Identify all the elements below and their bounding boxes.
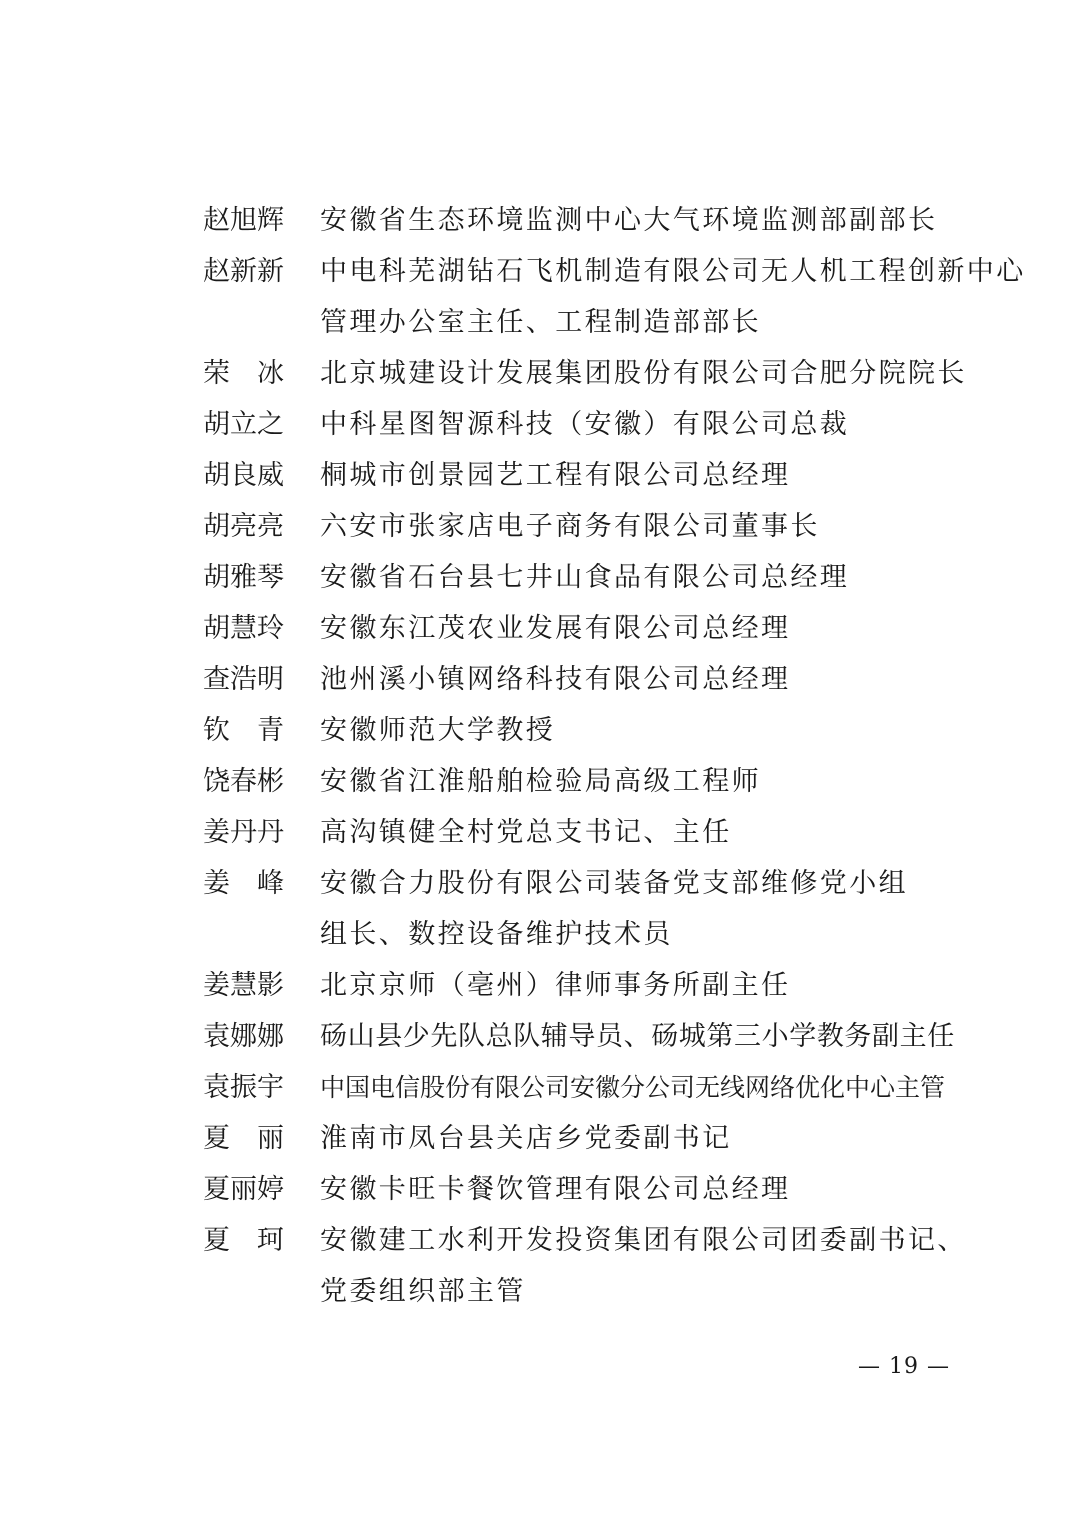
- list-item: [203, 195, 963, 246]
- position-line: 高沟镇健全村党总支书记、主任: [320, 817, 732, 848]
- person-position: [320, 399, 963, 450]
- person-name: 夏丽婷: [203, 1174, 284, 1205]
- position-line: 安徽合力股份有限公司装备党支部维修党小组: [320, 868, 908, 899]
- list-item: [203, 450, 963, 501]
- person-name: 赵新新: [203, 256, 284, 287]
- person-position: [320, 603, 963, 654]
- position-line: 淮南市凤台县关店乡党委副书记: [320, 1123, 732, 1154]
- position-line: 砀山县少先队总队辅导员、砀城第三小学教务副主任: [320, 1021, 955, 1052]
- person-position: [320, 807, 963, 858]
- list-item: [203, 807, 963, 858]
- position-line: 组长、数控设备维护技术员: [320, 919, 673, 950]
- position-line: 安徽师范大学教授: [320, 715, 556, 746]
- person-name: 饶春彬: [203, 766, 284, 797]
- person-position: [320, 195, 963, 246]
- person-name: 夏 丽: [203, 1123, 284, 1154]
- list-item: [203, 1011, 963, 1062]
- list-item: [203, 756, 963, 807]
- position-line: 安徽建工水利开发投资集团有限公司团委副书记、: [320, 1225, 967, 1256]
- person-name: 胡立之: [203, 409, 284, 440]
- position-line: 北京城建设计发展集团股份有限公司合肥分院院长: [320, 358, 967, 389]
- person-name: 胡慧玲: [203, 613, 284, 644]
- list-item: [203, 705, 963, 756]
- person-position: [320, 756, 963, 807]
- person-position: [320, 1215, 967, 1317]
- person-name: 赵旭辉: [203, 205, 284, 236]
- person-name: 荣 冰: [203, 358, 284, 389]
- person-position: [320, 348, 967, 399]
- person-position: [320, 246, 1026, 348]
- person-position: [320, 1164, 963, 1215]
- list-item: [203, 552, 963, 603]
- position-line: 党委组织部主管: [320, 1276, 526, 1307]
- name-list: [203, 195, 1026, 1317]
- person-position: [320, 705, 963, 756]
- list-item: [203, 1215, 967, 1317]
- person-name: 胡良威: [203, 460, 284, 491]
- page-number: — 19 —: [858, 1354, 950, 1379]
- list-item: [203, 960, 963, 1011]
- person-position: [320, 552, 963, 603]
- position-line: 安徽省石台县七井山食品有限公司总经理: [320, 562, 850, 593]
- position-line: 安徽省生态环境监测中心大气环境监测部副部长: [320, 205, 938, 236]
- position-line: 安徽省江淮船舶检验局高级工程师: [320, 766, 761, 797]
- position-line: 安徽卡旺卡餐饮管理有限公司总经理: [320, 1174, 791, 1205]
- list-item: [203, 654, 963, 705]
- person-name: 姜丹丹: [203, 817, 284, 848]
- person-name: 袁娜娜: [203, 1021, 284, 1052]
- list-item: [203, 1062, 963, 1113]
- person-position: [320, 654, 963, 705]
- person-position: [320, 1011, 963, 1062]
- person-name: 姜 峰: [203, 868, 284, 899]
- list-item: [203, 348, 967, 399]
- list-item: [203, 501, 963, 552]
- person-name: 查浩明: [203, 664, 284, 695]
- position-line: 安徽东江茂农业发展有限公司总经理: [320, 613, 791, 644]
- position-line: 管理办公室主任、工程制造部部长: [320, 307, 761, 338]
- list-item: [203, 1164, 963, 1215]
- list-item: [203, 399, 963, 450]
- list-item: [203, 858, 963, 960]
- person-name: 夏 珂: [203, 1225, 284, 1256]
- position-line: 中科星图智源科技（安徽）有限公司总裁: [320, 409, 850, 440]
- person-name: 袁振宇: [203, 1072, 284, 1103]
- position-line: 六安市张家店电子商务有限公司董事长: [320, 511, 820, 542]
- position-line: 池州溪小镇网络科技有限公司总经理: [320, 664, 791, 695]
- person-name: 钦 青: [203, 715, 284, 746]
- position-line: 中国电信股份有限公司安徽分公司无线网络优化中心主管: [320, 1073, 946, 1102]
- position-line: 中电科芜湖钻石飞机制造有限公司无人机工程创新中心: [320, 256, 1026, 287]
- person-name: 胡亮亮: [203, 511, 284, 542]
- list-item: [203, 246, 1026, 348]
- person-position: [320, 960, 963, 1011]
- list-item: [203, 603, 963, 654]
- person-position: [320, 1062, 963, 1113]
- person-name: 胡雅琴: [203, 562, 284, 593]
- position-line: 北京京师（亳州）律师事务所副主任: [320, 970, 791, 1001]
- person-position: [320, 858, 963, 960]
- person-position: [320, 501, 963, 552]
- person-position: [320, 450, 963, 501]
- position-line: 桐城市创景园艺工程有限公司总经理: [320, 460, 791, 491]
- list-item: [203, 1113, 963, 1164]
- person-name: 姜慧影: [203, 970, 284, 1001]
- person-position: [320, 1113, 963, 1164]
